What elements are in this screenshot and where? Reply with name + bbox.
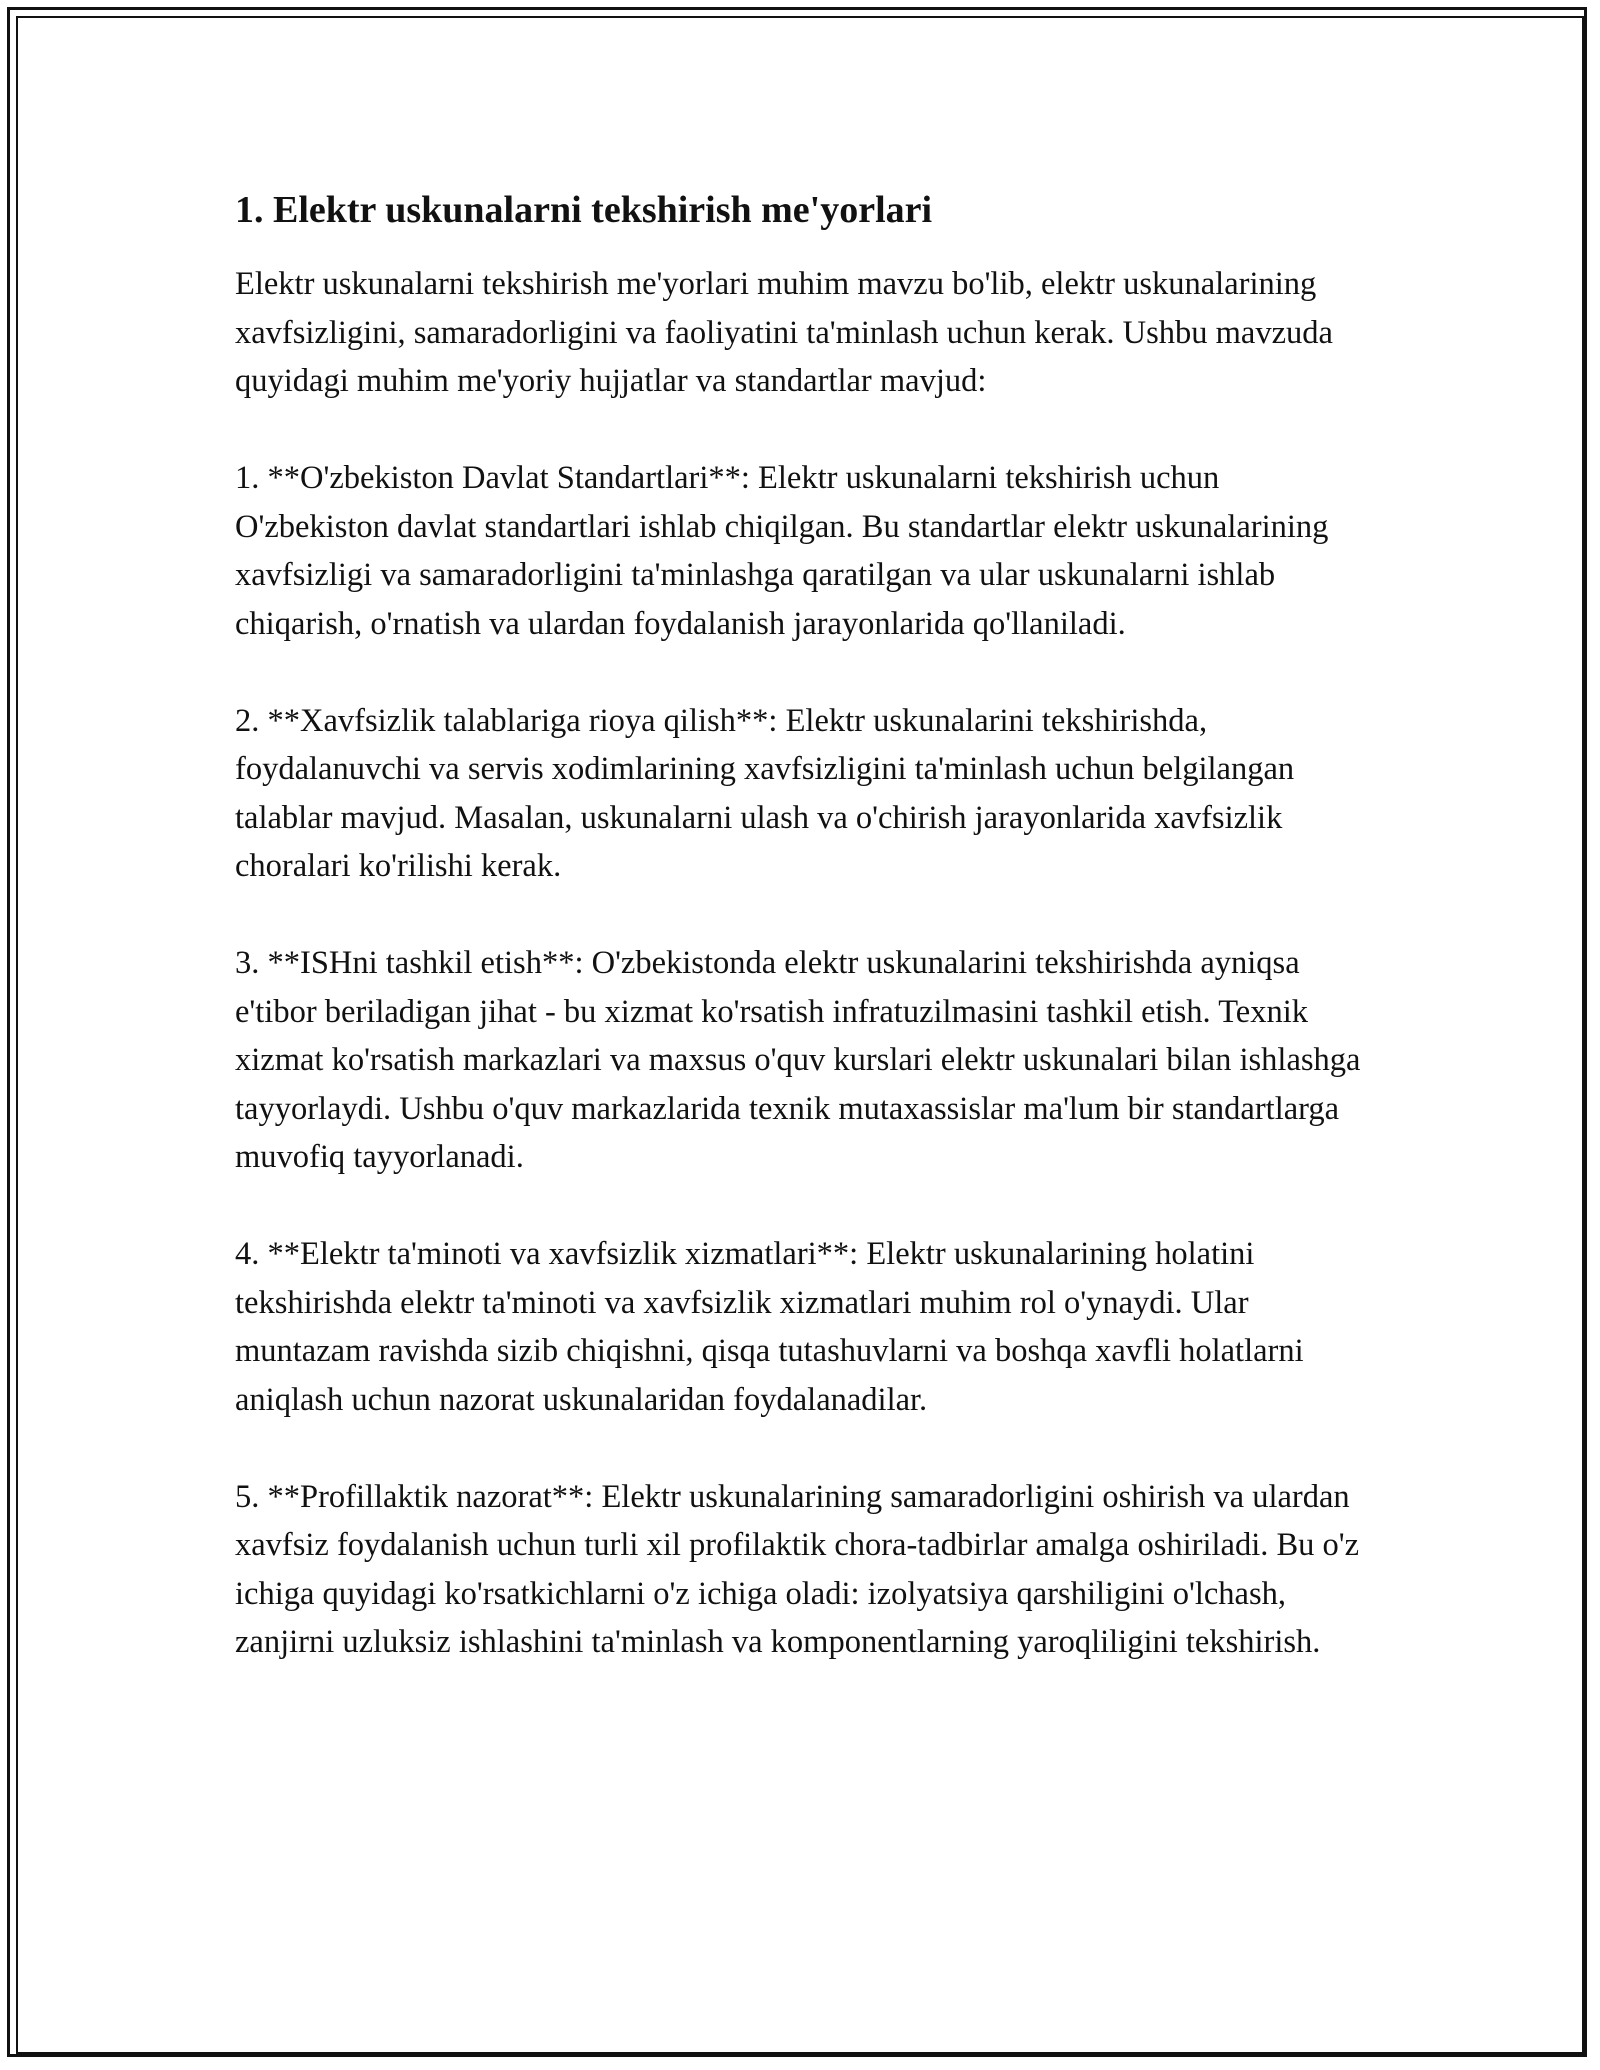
list-item-2-paragraph: 2. **Xavfsizlik talablariga rioya qilish**: Elektr uskunalarini tekshirishda, foydalanuvchi va servis xodimlarining xavfsizligini ta'minlash uchun belgilangan talablar mavjud. Masalan, uskunalarni ulash va o'chirish jarayonlarida xavfsizlik choralari ko'rilishi kerak. (235, 702, 1295, 884)
intro-paragraph: Elektr uskunalarni tekshirish me'yorlari muhim mavzu bo'lib, elektr uskunalarining xavfsizligini, samaradorligini va faoliyatini ta'minlash uchun kerak. Ushbu mavzuda quyidagi muhim me'yoriy hujjatlar va standartlar mavjud: (235, 266, 1333, 399)
list-item-3-paragraph: 3. **ISHni tashkil etish**: O'zbekistonda elektr uskunalarini tekshirishda ayniqsa e'tibor beriladigan jihat - bu xizmat ko'rsatish infratuzilmasini tashkil etish. Texnik xizmat ko'rsatish markazlari va maxsus o'quv kurslari elektr uskunalari bilan ishlashga tayyorlaydi. Ushbu o'quv markazlarida texnik mutaxassislar ma'lum bir standartlarga muvofiq tayyorlanadi. (235, 945, 1361, 1175)
list-item-4-paragraph: 4. **Elektr ta'minoti va xavfsizlik xizmatlari**: Elektr uskunalarining holatini tekshirishda elektr ta'minoti va xavfsizlik xizmatlari muhim rol o'ynaydi. Ular muntazam ravishda sizib chiqishni, qisqa tutashuvlarni va boshqa xavfli holatlarni aniqlash uchun nazorat uskunalaridan foydalanadilar. (235, 1236, 1304, 1418)
list-item-1-paragraph: 1. **O'zbekiston Davlat Standartlari**: Elektr uskunalarni tekshirish uchun O'zbekiston davlat standartlari ishlab chiqilgan. Bu standartlar elektr uskunalarining xavfsizligi va samaradorligini ta'minlashga qaratilgan va ular uskunalarni ishlab chiqarish, o'rnatish va ulardan foydalanish jarayonlarida qo'llaniladi. (235, 460, 1329, 642)
document-title: 1. Elektr uskunalarni tekshirish me'yorlari (235, 189, 933, 231)
list-item-5-paragraph: 5. **Profillaktik nazorat**: Elektr uskunalarining samaradorligini oshirish va ulardan xavfsiz foydalanish uchun turli xil profilaktik chora-tadbirlar amalga oshiriladi. Bu o'z ichiga quyidagi ko'rsatkichlarni o'z ichiga oladi: izolyatsiya qarshiligini o'lchash, zanjirni uzluksiz ishlashini ta'minlash va komponentlarning yaroqliligini tekshirish. (235, 1478, 1360, 1660)
document-body (235, 186, 1365, 1715)
